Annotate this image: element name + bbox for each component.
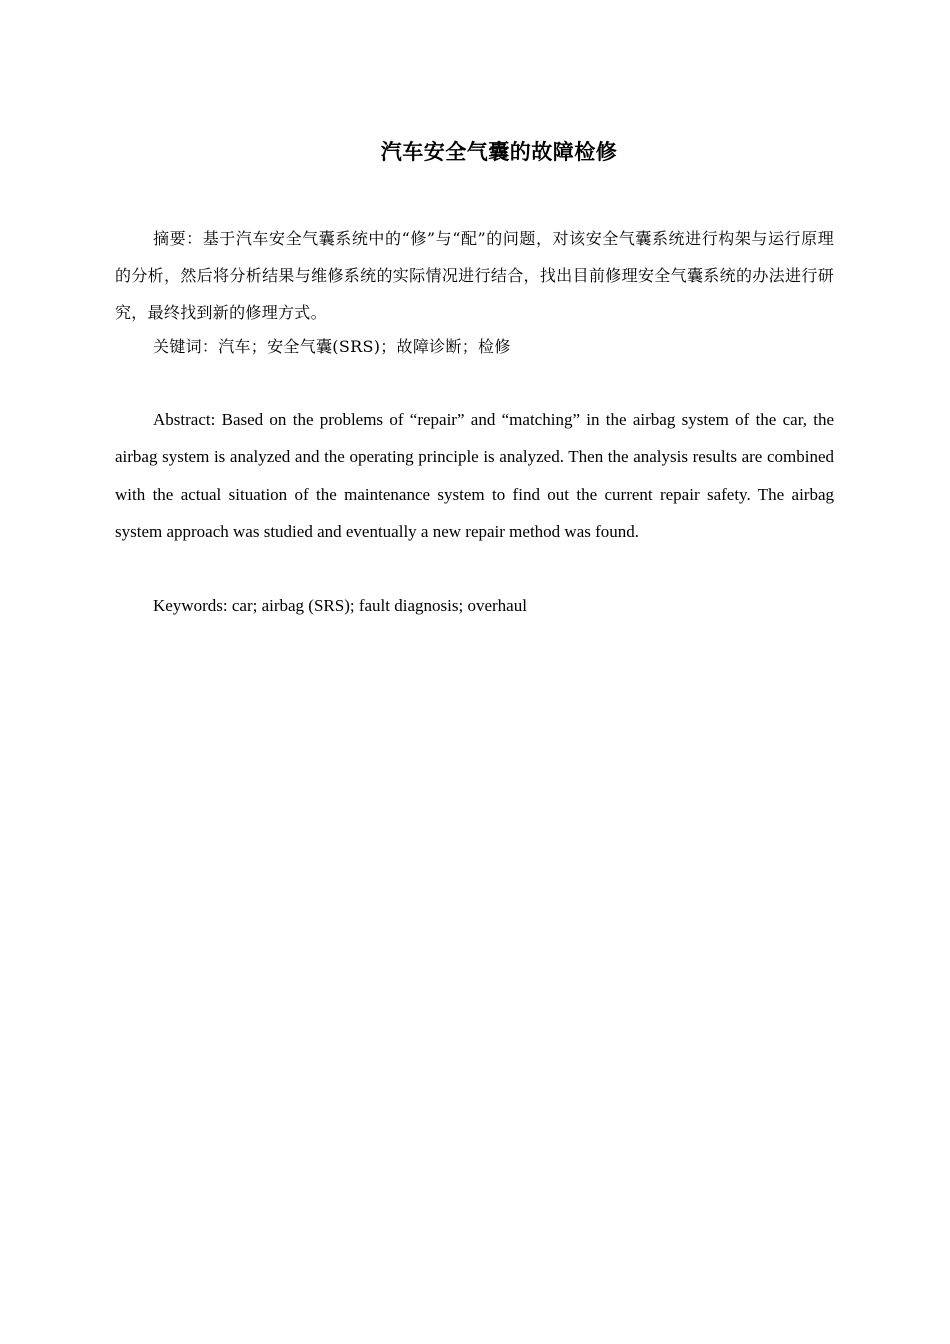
keywords-english: Keywords: car; airbag (SRS); fault diagnosis; overhaul <box>153 596 527 615</box>
keywords-chinese: 关键词：汽车；安全气囊(SRS)；故障诊断；检修 <box>153 337 511 356</box>
document-title: 汽车安全气囊的故障检修 <box>380 140 618 164</box>
abstract-english: Abstract: Based on the problems of “repair” and “matching” in the airbag system of the car, the airbag system is analyzed and the operating principle is analyzed. Then the analysis results are combined with the actual situation of the maintenance system to find out the current repair safety. The airbag system approach was studied and eventually a new repair method was found. <box>115 410 834 542</box>
abstract-chinese: 摘要：基于汽车安全气囊系统中的“修”与“配”的问题，对该安全气囊系统进行构架与运行原理的分析，然后将分析结果与维修系统的实际情况进行结合，找出目前修理安全气囊系统的办法进行研究，最终找到新的修理方式。 <box>115 229 834 322</box>
